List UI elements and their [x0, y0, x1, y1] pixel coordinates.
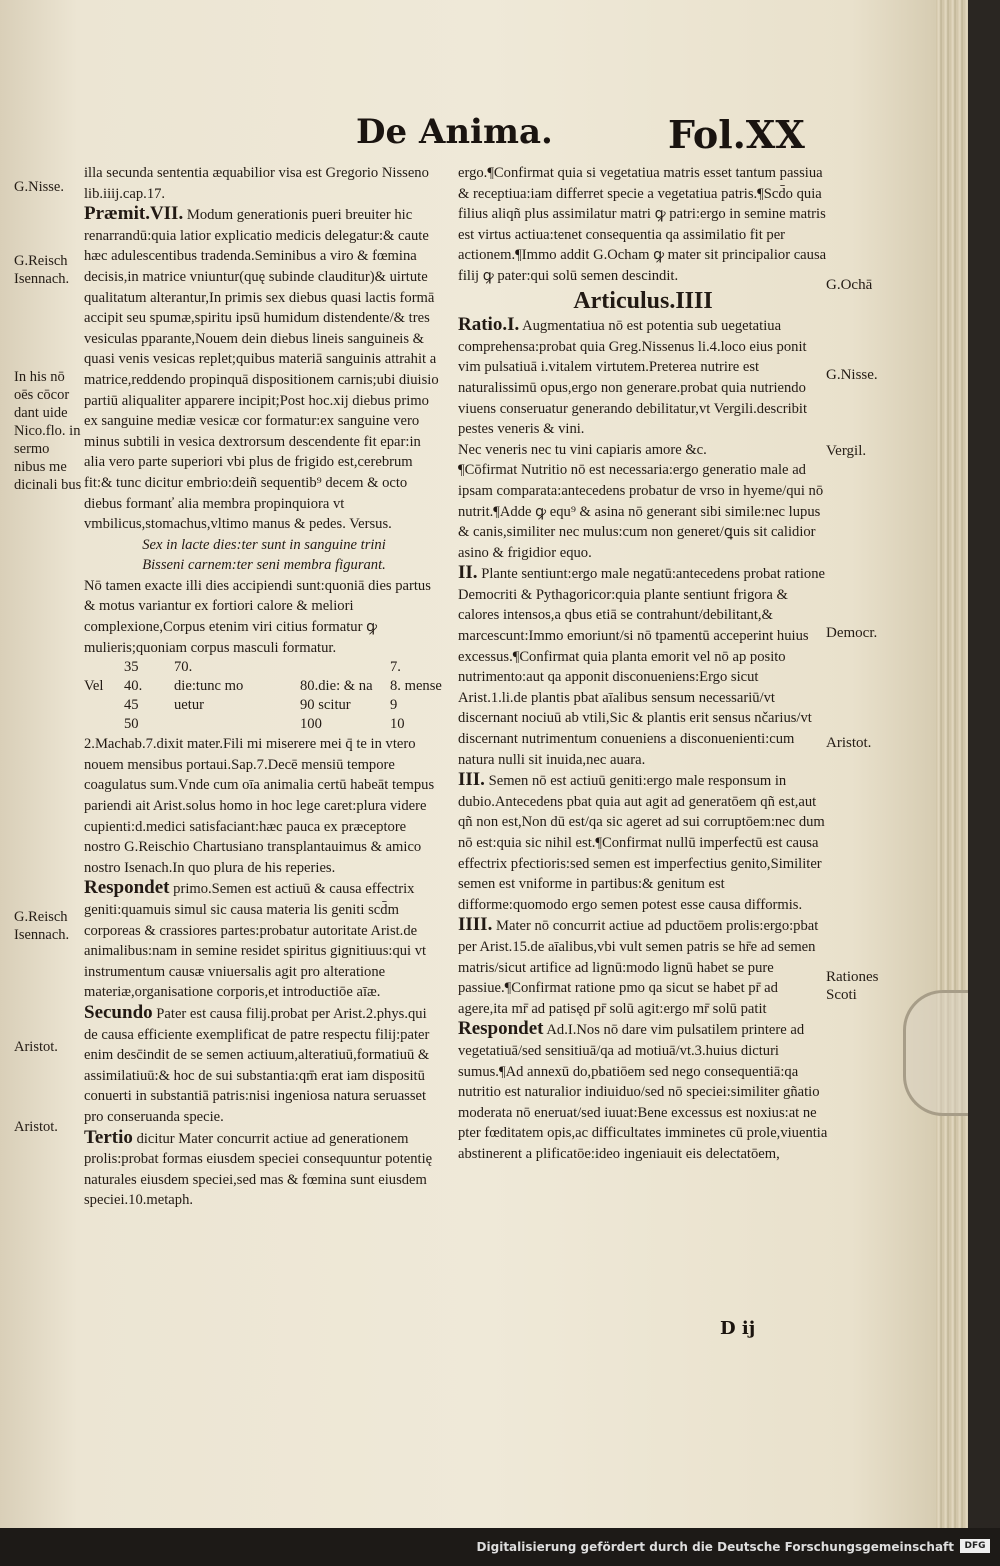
section-heading: III. — [458, 769, 485, 791]
section-heading: Ratio.I. — [458, 314, 520, 336]
margin-note: Rationes Scoti — [826, 969, 879, 1003]
table-cell: 8. mense — [390, 678, 442, 695]
margin-note: Aristot. — [14, 1039, 58, 1055]
margin-note: In his nō oēs cōcor dant uide Nico.flo. in sermo nibus me dicinali bus — [14, 369, 82, 493]
paragraph: illa secunda sententia æquabilior visa est Gregorio Nisseno lib.iiij.cap.17. — [84, 165, 429, 202]
paragraph-text: Plante sentiunt:ergo male negatū:antecedens probat ratione Democriti & Pythagoricor:quia plante sentiunt frigora & calores intensos,a qbus etiā se contrahunt/debilitant,& marcescunt:Immo emoriunt/si nō tpamentū acceperint huius excessus.¶Confirmat quia planta emorit vel nō ap posito nutrimento:aut qa apponit disconueniens:Ergo sicut Arist.1.li.de plantis pbat aīalibus sensum necessariū/vt discernant nociuū ab vtili,Sic & plantis erit sensus nčarius/vt discernant nutrimentum conueniens a disconuenienti:cum natura nulli sit inuida,nec auara. — [458, 566, 825, 768]
paragraph: 2.Machab.7.dixit mater.Fili mi miserere mei q̄ te in vtero nouem mensibus portaui.Sap.7.Decē mensiū tempore coagulatus sum.Vnde cum oīa animalia certū habeāt tempus pariendi ait Arist.solus homo in hoc lege caret:plura videre cupienti:d.medici satisfaciant:hæc pauca ex præceptore nostro G.Reischio Chartusiano transplantauimus & amico nostro Isenach.In quo plura de his reperies. — [84, 736, 435, 876]
margin-note: G.Reisch Isennach. — [14, 253, 70, 287]
margin-note: G.Nisse. — [826, 367, 878, 383]
margin-note: G.Nisse. — [14, 179, 64, 195]
footer-credit: Digitalisierung gefördert durch die Deutsche Forschungsgemeinschaft — [476, 1540, 954, 1554]
margin-note: G.Ochā — [826, 277, 873, 293]
table-cell — [174, 715, 300, 734]
section-heading: Respondet — [84, 877, 170, 899]
table-cell: uetur — [174, 697, 204, 714]
paragraph — [458, 563, 828, 770]
book-clasp — [903, 990, 968, 1116]
table-cell: 70. — [174, 659, 193, 676]
table-cell: 100 — [300, 716, 322, 733]
paragraph — [458, 770, 828, 915]
paragraph — [84, 1128, 444, 1211]
paragraph — [458, 315, 828, 440]
section-heading: IIII. — [458, 914, 493, 936]
paragraph-text: Modum generationis pueri breuiter hic renarrandū:quia latior explicatio medicis delegatur:& caute hæc adulescentibus tradenda.Seminibus a viro & fœmina decisis,in matrice vniuntur(quę subinde clauditur)& uirtute qualitatum alterantur,In primis sex diebus quasi lactis formā accipit seu spumæ,spiritu ipsū humidum distendente/& tres vesiculas pparante,Nouem dein diebus lineis sanguineis & quasi venis vesicas replet;quibus materiā sanguinis attrahit a matrice,reddendo propinquā dispositionem carnis;ubi diuisio partiū aliqualiter apparere incipit;Post hoc.xij diebus primo ex sanguine mediæ vesicæ cor formatur:ex sanguine vero minus subtili in vesica dextrorsum descendente fit epar:in alia vero parte superiori vbi plus de frigido est,cerebrum fit:& tunc dicitur embrio:deiñ sequentib⁹ decem & octo diebus formanť alia membra propinquiora vt vmbilicus,stomachus,vltimo manus & pedes. — [84, 207, 439, 533]
margin-note: Aristot. — [14, 1119, 58, 1135]
table-cell — [84, 696, 124, 715]
paragraph — [458, 915, 828, 1019]
signature-mark: D ij — [720, 1318, 756, 1339]
table-cell: Vel — [84, 678, 104, 695]
running-title: De Anima. — [356, 112, 553, 152]
paragraph: ergo.¶Confirmat quia si vegetatiua matris esset tantum passiua & receptiua:iam differret specie a vegetatiua patris.¶Scd̄o quia filius aliqñ plus assimilatur matri ꝙ patri:ergo in semine matris est virtus actiua:tenet consequentia qa assimilatio fit per actionem.¶Immo addit G.Ocham ꝙ mater sit principalior causa filij ꝙ pater:qui solū semen descindit. — [458, 165, 827, 284]
paragraph — [84, 878, 444, 1003]
table-cell: 45 — [124, 697, 139, 714]
section-heading: Tertio — [84, 1126, 133, 1148]
right-column — [458, 163, 828, 1165]
table-cell: 10 — [390, 716, 405, 733]
day-count-table — [84, 658, 444, 734]
table-cell: 50 — [124, 716, 139, 733]
margin-note: G.Reisch Isennach. — [14, 909, 70, 943]
paragraph: Nō tamen exacte illi dies accipiendi sunt:quoniā dies partus & motus variantur ex fortiori calore & meliori complexione,Corpus etenim viri citius formatur ꝙ mulieris;quoniam corpus masculi formatur. — [84, 577, 431, 656]
paragraph-text: Mater nō concurrit actiue ad pductōem prolis:ergo:pbat per Arist.15.de aīalibus,vbi vult semen patris se hr̄e ad semen matris/sicut artifice ad lignū:modo lignū habet se pure passiue.¶Confirmat ratione pmo qa sicut se habet pr̄ ad agere,ita mr̄ ad patisęd pr̄ solū agit:ergo mr̄ solū patit — [458, 918, 819, 1017]
table-cell: 90 scitur — [300, 697, 351, 714]
paragraph — [84, 204, 444, 535]
dfg-logo: DFG — [960, 1539, 990, 1553]
verse-label: Versus. — [349, 516, 392, 533]
paragraph — [458, 1019, 828, 1164]
article-heading: Articulus.IIII — [573, 287, 713, 314]
paragraph — [84, 1003, 444, 1128]
verse-line: Bisseni carnem:ter seni membra figurant. — [142, 557, 386, 574]
table-cell — [84, 715, 124, 734]
paragraph-text: primo.Semen est actiuū & causa effectrix geniti:quamuis simul sic causa materia lis geniti scd̄m corporeas & crassiores partes:probatur autoritate Arist.de animalibus:nam in semine residet spiritus gignitiuus:qui vt instrumentum causæ vniuersalis agit pro alteratione materiæ,organisatione corporis,et introductiōe aīæ. — [84, 881, 427, 1001]
section-heading: Respondet — [458, 1018, 544, 1040]
paragraph-text: Semen nō est actiuū geniti:ergo male responsum in dubio.Antecedens pbat quia aut agit ad generatōem qñ est,aut qñ non est,Non dū est/qa sic ageret ad sui corruptōem:nec dum nō est:quia sic nihil est.¶Confirmat nullū imperfectū est causa effectrix pfectioris:sed semen est imperfectius genito,Similiter semen est vniforme in partibus:& genitum est difforme:quomodo ergo semen potest esse causa difformis. — [458, 773, 825, 913]
folio-number: Fol.XX — [668, 112, 805, 157]
paragraph-text: Pater est causa filij.probat per Arist.2.phys.qui de causa efficiente exemplificat de patre respectu filij:pater enim desc̄indit de se semen actiuum,alteratiuū,formatiuū & assimilatiuū:& hoc de sui substantia:qm̄ erat iam dispositū conuerti in substantiā patris:nisi ingeniosa natura seruasset pro conseruanda specie. — [84, 1005, 430, 1125]
paragraph-text: dicitur Mater concurrit actiue ad generationem prolis:probat formas eiusdem speciei consequuntur potentię naturales eiusdem speciei,sed mas & fœmina sunt eiusdem speciei.10.metaph. — [84, 1130, 433, 1209]
paragraph-text: Augmentatiua nō est potentia sub uegetatiua comprehensa:probat quia Greg.Nissenus li.4.loco eius ponit vim pulsatiuā i.vitalem virtutem.Preterea nutrire est naturalissimū opus,ergo non generare.probat quia nutriendo viuens conseruatur generando debilitatur,vt Vergili.describit pestes veneris & vini. — [458, 318, 808, 438]
paragraph: ¶Cōfirmat Nutritio nō est necessaria:ergo generatio male ad ipsam comparata:antecedens probatur de vrso in hyeme/qui nō nutrit.¶Adde ꝙ equ⁹ & asina nō generant sibi simile:nec lupus & canis,similiter nec mulus:cum non generet/ꝗuis sit calidior asino & frigidior equo. — [458, 462, 824, 561]
section-heading: Secundo — [84, 1001, 153, 1023]
table-cell: 9 — [390, 697, 398, 714]
quotation: Nec veneris nec tu vini capiaris amore &c. — [458, 441, 707, 458]
page-edge — [936, 0, 968, 1528]
paragraph-text: Ad.I.Nos nō dare vim pulsatilem printere ad vegetatiuā/sed sensitiuā/qa ad motiuā/vt.3.huius dicturi sumus.¶Ad annexū do,pbatiōem sed nego consequentiā:qa nutritio est naturalior indiuiduo/sed nō speciei:similiter gñatio moderata nō eneruat/sed iuuat:Bene excessus est noxius:at ne pter fœditatem opis,ac difficultates imminetes cū prole,viuentia abstinerent a plificatōe:ideo ingeniauit eis delectatōem, — [458, 1022, 828, 1162]
table-cell — [84, 658, 124, 677]
margin-note: Aristot. — [826, 735, 872, 751]
table-cell: 80.die: & na — [300, 678, 373, 695]
verse-line: Sex in lacte dies:ter sunt in sanguine trini — [142, 536, 386, 553]
table-cell — [300, 658, 390, 677]
section-heading: Præmit.VII. — [84, 203, 184, 225]
table-cell: 35 — [124, 659, 139, 676]
section-heading: II. — [458, 562, 478, 584]
margin-note: Vergil. — [826, 443, 867, 459]
table-cell: 40. — [124, 678, 143, 695]
left-column — [84, 163, 444, 1211]
table-cell: die:tunc mo — [174, 678, 244, 695]
margin-note: Democr. — [826, 625, 878, 641]
table-cell: 7. — [390, 659, 401, 676]
